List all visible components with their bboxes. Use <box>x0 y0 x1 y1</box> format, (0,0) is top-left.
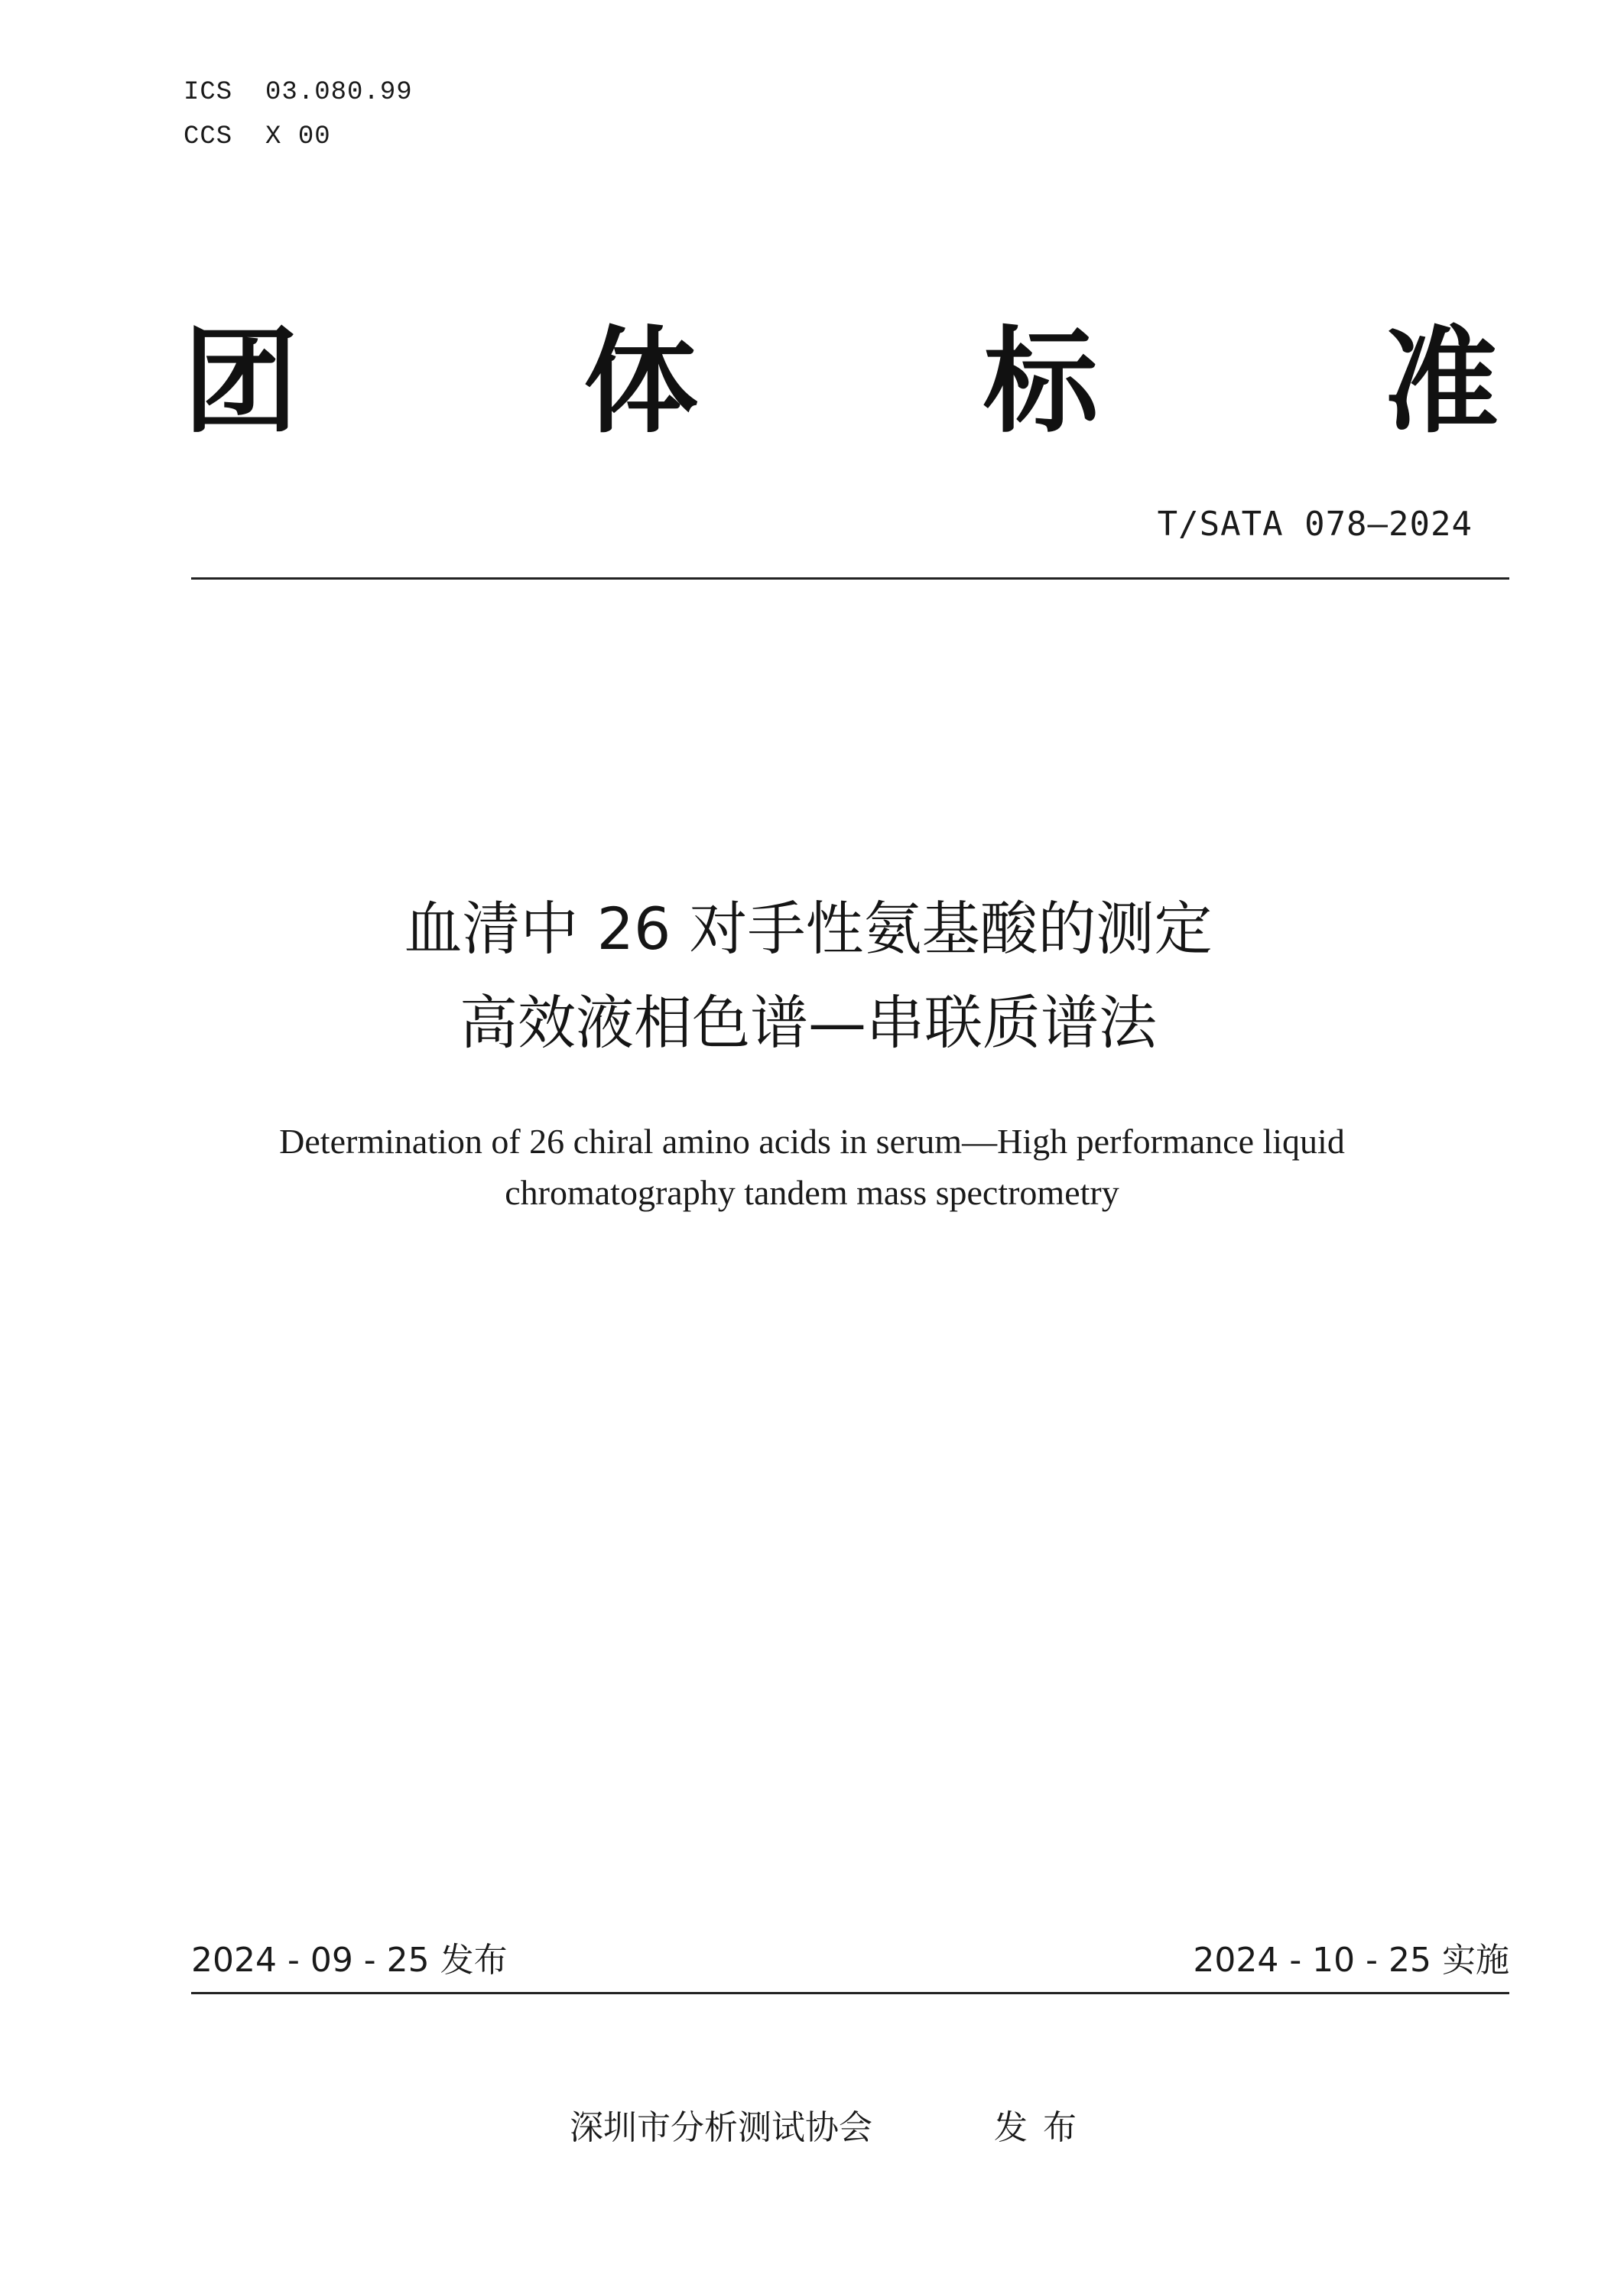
header-divider <box>191 577 1509 580</box>
standard-type-char-2: 体 <box>583 316 699 449</box>
chinese-title-line-2: 高效液相色谱—串联质谱法 <box>460 989 1157 1057</box>
ics-code: ICS 03.080.99 <box>184 78 413 107</box>
standard-type-char-4: 准 <box>1384 316 1499 449</box>
footer-divider <box>191 1992 1509 1994</box>
implementation-date: 2024 - 10 - 25 实施 <box>1193 1941 1509 1980</box>
standard-number: T/SATA 078—2024 <box>1157 505 1473 544</box>
publish-label: 发布 <box>994 2108 1092 2147</box>
standard-type-char-1: 团 <box>184 316 299 449</box>
standard-type-char-3: 标 <box>983 316 1099 449</box>
chinese-title-line-1: 血清中 26 对手性氨基酸的测定 <box>404 895 1213 963</box>
english-title-line-2: chromatography tandem mass spectrometry <box>505 1173 1119 1212</box>
english-title-line-1: Determination of 26 chiral amino acids in serum—High performance liquid <box>279 1122 1345 1161</box>
ccs-code: CCS X 00 <box>184 122 331 151</box>
issue-date: 2024 - 09 - 25 发布 <box>191 1941 508 1980</box>
publisher-name: 深圳市分析测试协会 <box>570 2108 872 2147</box>
